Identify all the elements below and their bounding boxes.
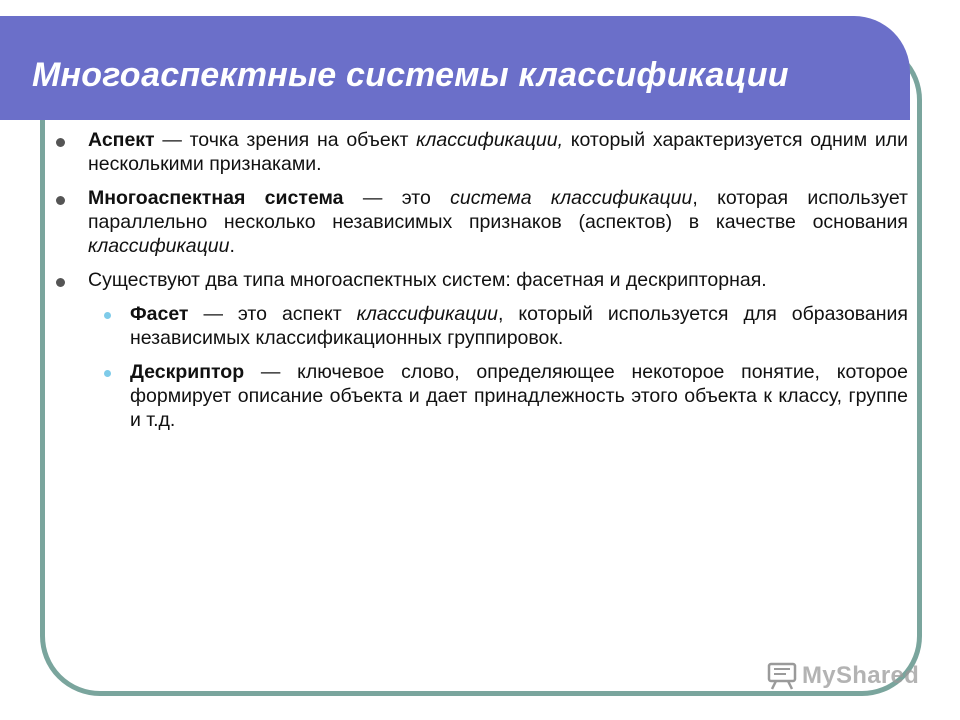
bullet-multiaspect-system <box>88 186 908 258</box>
bullet-italic: классификации <box>88 235 230 257</box>
term-facet: Фасет <box>130 303 189 325</box>
bullet-text: — точка зрения на объект <box>154 129 417 151</box>
term-multiaspect-system: Многоаспектная система <box>88 187 344 209</box>
sub-bullet-descriptor <box>130 360 908 432</box>
slide-content <box>88 128 908 442</box>
presentation-board-icon <box>766 661 798 691</box>
title-bar <box>0 16 910 120</box>
watermark-text: MyShared <box>802 662 920 689</box>
slide-title: Многоаспектные системы классификации <box>32 56 789 94</box>
bullet-text: Существуют два типа многоаспектных систем: фасетная и дескрипторная. <box>88 269 767 291</box>
bullet-text: — ключевое слово, определяющее некоторое понятие, которое формирует описание объекта и дает принадлежность этого объекта к классу, группе и т.д. <box>130 361 908 431</box>
bullet-text: — это аспект <box>188 303 357 325</box>
term-descriptor: Дескриптор <box>130 361 245 383</box>
bullet-text: — это <box>343 187 451 209</box>
bullet-two-types <box>88 268 908 292</box>
sub-bullet-facet <box>130 302 908 350</box>
bullet-italic: классификации, <box>416 129 563 151</box>
bullet-aspect <box>88 128 908 176</box>
bullet-italic: система классификации <box>450 187 693 209</box>
bullet-text: который характеризуется одним или несколькими признаками. <box>88 129 908 175</box>
bullet-italic: классификации <box>356 303 499 325</box>
bullet-text: , которая использует параллельно несколько независимых признаков (аспектов) в качестве основания <box>88 187 908 233</box>
bullet-text: , который используется для образования независимых классификационных группировок. <box>130 303 908 349</box>
watermark-logo <box>766 656 922 696</box>
term-aspect: Аспект <box>88 129 155 151</box>
bullet-text: . <box>229 235 235 257</box>
